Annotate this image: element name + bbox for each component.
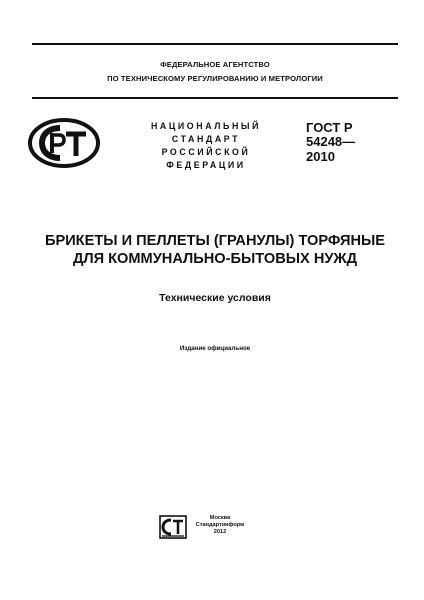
- top-rule: [32, 43, 398, 45]
- header-rule: [32, 97, 398, 99]
- national-standard-line-3: РОССИЙСКОЙ: [161, 147, 251, 157]
- gost-designation-line-2: 54248—: [306, 134, 356, 149]
- document-subtitle: Технические условия: [159, 292, 271, 304]
- publisher-city: Москва: [209, 515, 231, 521]
- standartinform-icon: [159, 515, 187, 539]
- edition-label: Издание официальное: [179, 345, 251, 352]
- document-title-line-2: ДЛЯ КОММУНАЛЬНО-БЫТОВЫХ НУЖД: [72, 251, 358, 267]
- gost-designation-line-1: ГОСТ Р: [306, 120, 353, 135]
- publisher-block: [190, 515, 250, 536]
- document-title-line-1: БРИКЕТЫ И ПЕЛЛЕТЫ (ГРАНУЛЫ) ТОРФЯНЫЕ: [44, 233, 386, 249]
- publisher-name: Стандартинформ: [195, 522, 245, 528]
- national-standard-line-2: СТАНДАРТ: [171, 134, 241, 144]
- national-standard-line-1: НАЦИОНАЛЬНЫЙ: [150, 121, 262, 131]
- gost-designation-line-3: 2010: [306, 149, 335, 164]
- publisher-year: 2012: [213, 529, 227, 535]
- agency-line-2: ПО ТЕХНИЧЕСКОМУ РЕГУЛИРОВАНИЮ И МЕТРОЛОГИИ: [107, 74, 323, 83]
- rst-emblem-icon: [28, 118, 100, 168]
- national-standard-line-4: ФЕДЕРАЦИИ: [166, 160, 246, 170]
- agency-line-1: ФЕДЕРАЛЬНОЕ АГЕНТСТВО: [160, 60, 270, 69]
